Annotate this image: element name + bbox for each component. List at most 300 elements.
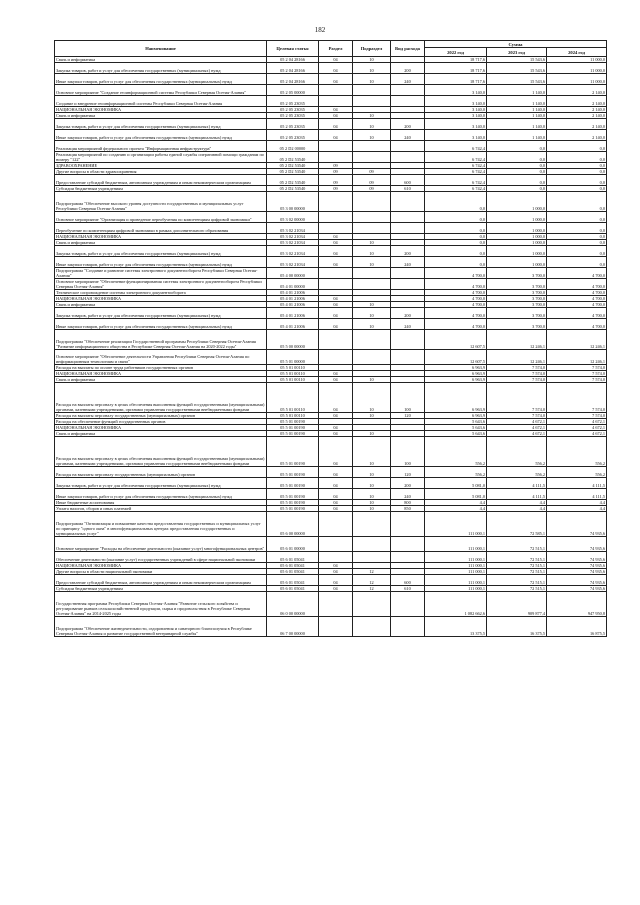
row-sum-2023: 0,0 (487, 186, 547, 192)
row-sum-2022: 5 643,6 (425, 419, 487, 425)
row-target-article: 05 2 05 23035 (267, 113, 319, 119)
row-expense-type: 600 (391, 175, 425, 186)
row-sum-2024: 2 140,0 (547, 113, 607, 119)
row-expense-type: 120 (391, 413, 425, 419)
row-subsection (353, 552, 391, 563)
row-sum-2024: 7 574,0 (547, 383, 607, 413)
row-name: НАЦИОНАЛЬНАЯ ЭКОНОМИКА (55, 371, 267, 377)
row-subsection: 10 (353, 506, 391, 512)
row-sum-2024: 0,0 (547, 246, 607, 257)
row-subsection: 10 (353, 246, 391, 257)
row-sum-2024: 4 700,0 (547, 268, 607, 279)
row-section (319, 223, 353, 234)
row-subsection: 12 (353, 569, 391, 575)
row-sum-2024: 11 000,0 (547, 63, 607, 74)
row-sum-2024: 4 111,5 (547, 478, 607, 489)
row-section (319, 279, 353, 290)
row-sum-2022: 4 700,0 (425, 296, 487, 302)
row-sum-2022: 6 742,4 (425, 141, 487, 152)
row-section: 04 (319, 563, 353, 569)
row-name: Связь и информатика (55, 240, 267, 246)
row-subsection (353, 152, 391, 163)
row-section: 04 (319, 63, 353, 74)
row-sum-2023: 3 700,0 (487, 268, 547, 279)
table-row (55, 489, 607, 500)
row-name: Основное мероприятие "Обеспечение функционирования системы электронного документооборота Республики Северная Осетия-Алания" (55, 279, 267, 290)
row-expense-type (391, 512, 425, 537)
row-section: 04 (319, 371, 353, 377)
row-sum-2023: 1 000,0 (487, 212, 547, 223)
row-section: 04 (319, 478, 353, 489)
row-section: 04 (319, 431, 353, 437)
row-name: Иные закупки товаров, работ и услуг для обеспечения государственных (муниципальных) нужд (55, 74, 267, 85)
row-sum-2022: 3 140,0 (425, 113, 487, 119)
row-section: 04 (319, 119, 353, 130)
row-sum-2024: 12 246,1 (547, 330, 607, 350)
row-target-article: 05 6 01 05041 (267, 563, 319, 569)
row-name: Основное мероприятие "Расходы на обеспечение деятельности (оказание услуг) многофункциональных центров" (55, 537, 267, 552)
row-sum-2022: 3 140,0 (425, 85, 487, 96)
row-section: 04 (319, 74, 353, 85)
row-sum-2022: 6 742,4 (425, 186, 487, 192)
row-sum-2024: 0,0 (547, 240, 607, 246)
row-sum-2024: 556,2 (547, 467, 607, 478)
row-sum-2024: 4 672,1 (547, 425, 607, 431)
row-sum-2024: 0,0 (547, 234, 607, 240)
page-number: 182 (314, 26, 326, 34)
row-section: 04 (319, 586, 353, 592)
row-name: Иные закупки товаров, работ и услуг для обеспечения государственных (муниципальных) нужд (55, 319, 267, 330)
row-subsection: 09 (353, 175, 391, 186)
row-name: Связь и информатика (55, 377, 267, 383)
row-section: 04 (319, 57, 353, 63)
row-expense-type (391, 330, 425, 350)
row-section: 04 (319, 130, 353, 141)
row-expense-type (391, 223, 425, 234)
row-section (319, 330, 353, 350)
row-target-article: 05 5 01 00000 (267, 350, 319, 365)
row-sum-2024: 0,0 (547, 163, 607, 169)
row-target-article: 05 5 01 00190 (267, 506, 319, 512)
row-sum-2022: 5 081,0 (425, 478, 487, 489)
row-expense-type (391, 537, 425, 552)
row-target-article: 05 3 02 21034 (267, 257, 319, 268)
row-target-article: 05 5 01 00110 (267, 413, 319, 419)
row-name: Расходы на выплаты персоналу государственных (муниципальных) органов (55, 467, 267, 478)
row-subsection: 10 (353, 478, 391, 489)
row-target-article: 05 5 01 00110 (267, 383, 319, 413)
row-sum-2023: 1 000,0 (487, 192, 547, 212)
row-sum-2024: 0,0 (547, 257, 607, 268)
row-expense-type: 100 (391, 437, 425, 467)
row-name: Расходы на выплаты персоналу в целях обеспечения выполнения функций государственными (муниципальными) органами, казенными учреждениями, органами управления государственными внебюджетными фондами (55, 437, 267, 467)
row-sum-2024: 4 111,5 (547, 489, 607, 500)
row-expense-type (391, 85, 425, 96)
header-name: Наименование (55, 41, 267, 57)
table-row (55, 308, 607, 319)
row-sum-2023: 15 543,6 (487, 74, 547, 85)
row-section: 09 (319, 175, 353, 186)
row-sum-2023: 15 543,6 (487, 57, 547, 63)
row-name: Расходы на выплаты по оплате труда работников государственных органов (55, 365, 267, 371)
row-section (319, 592, 353, 617)
row-sum-2024: 4 700,0 (547, 279, 607, 290)
row-target-article: 05 2 04 28166 (267, 57, 319, 63)
row-section: 04 (319, 302, 353, 308)
table-row (55, 350, 607, 365)
row-sum-2023: 72 515,1 (487, 569, 547, 575)
row-sum-2024: 11 000,0 (547, 57, 607, 63)
row-sum-2023: 7 574,0 (487, 413, 547, 419)
row-sum-2023: 72 515,1 (487, 575, 547, 586)
row-name: Закупка товаров, работ и услуг для обеспечения государственных (муниципальных) нужд (55, 308, 267, 319)
row-target-article: 05 3 02 21034 (267, 234, 319, 240)
row-target-article: 05 4 01 21006 (267, 296, 319, 302)
row-sum-2023: 12 246,1 (487, 330, 547, 350)
row-name: Связь и информатика (55, 302, 267, 308)
row-expense-type: 600 (391, 575, 425, 586)
row-expense-type (391, 212, 425, 223)
table-row (55, 617, 607, 637)
row-expense-type (391, 617, 425, 637)
row-name: Техническое сопровождение системы электронного документооборота (55, 290, 267, 296)
row-target-article: 05 5 01 00190 (267, 437, 319, 467)
row-expense-type: 240 (391, 489, 425, 500)
row-target-article: 05 3 02 00000 (267, 212, 319, 223)
table-row (55, 512, 607, 537)
row-section: 04 (319, 234, 353, 240)
row-sum-2023: 72 515,1 (487, 563, 547, 569)
row-name: Уплата налогов, сборов и иных платежей (55, 506, 267, 512)
table-row (55, 130, 607, 141)
row-name: Предоставление субсидий бюджетным, автономным учреждениям и иным некоммерческим организациям (55, 575, 267, 586)
row-subsection: 10 (353, 113, 391, 119)
row-name: НАЦИОНАЛЬНАЯ ЭКОНОМИКА (55, 563, 267, 569)
row-section: 09 (319, 163, 353, 169)
row-subsection (353, 279, 391, 290)
table-row (55, 63, 607, 74)
row-sum-2024: 0,0 (547, 141, 607, 152)
table-row (55, 575, 607, 586)
table-row (55, 119, 607, 130)
row-sum-2024: 0,0 (547, 212, 607, 223)
row-section (319, 350, 353, 365)
row-subsection: 10 (353, 130, 391, 141)
row-expense-type: 200 (391, 63, 425, 74)
row-section: 04 (319, 489, 353, 500)
row-sum-2022: 0,0 (425, 257, 487, 268)
row-name: Субсидии бюджетным учреждениям (55, 186, 267, 192)
row-subsection: 10 (353, 500, 391, 506)
row-sum-2022: 5 643,6 (425, 425, 487, 431)
table-row (55, 223, 607, 234)
header-sum: Сумма (425, 41, 607, 48)
row-target-article: 05 2 04 28166 (267, 74, 319, 85)
table-body (55, 57, 607, 637)
row-subsection (353, 212, 391, 223)
row-name: Другие вопросы в области национальной экономики (55, 569, 267, 575)
row-subsection: 10 (353, 119, 391, 130)
table-row (55, 552, 607, 563)
row-sum-2024: 7 574,0 (547, 371, 607, 377)
row-sum-2022: 556,2 (425, 467, 487, 478)
row-sum-2022: 0,0 (425, 240, 487, 246)
row-subsection: 10 (353, 467, 391, 478)
row-sum-2024: 4 700,0 (547, 290, 607, 296)
table-row (55, 537, 607, 552)
row-target-article: 05 3 02 21034 (267, 246, 319, 257)
row-name: Закупка товаров, работ и услуг для обеспечения государственных (муниципальных) нужд (55, 119, 267, 130)
row-target-article: 05 6 01 00000 (267, 537, 319, 552)
row-sum-2023: 1 000,0 (487, 257, 547, 268)
row-name: Подпрограмма "Оптимизация и повышение качества предоставления государственных и муниципальных услуг по принципу "одного окна" в многофункциональных центрах предоставления государственных и муниципальных услуг" (55, 512, 267, 537)
row-name: Закупка товаров, работ и услуг для обеспечения государственных (муниципальных) нужд (55, 478, 267, 489)
row-sum-2024: 74 935,6 (547, 569, 607, 575)
row-name: Связь и информатика (55, 57, 267, 63)
row-subsection (353, 592, 391, 617)
table-row (55, 152, 607, 163)
row-subsection (353, 350, 391, 365)
row-sum-2022: 12 607,5 (425, 350, 487, 365)
row-target-article: 05 2 D2 53540 (267, 163, 319, 169)
header-year-2022: 2022 год (425, 48, 487, 57)
row-sum-2023: 72 585,1 (487, 512, 547, 537)
row-target-article: 05 3 02 21034 (267, 240, 319, 246)
row-section (319, 537, 353, 552)
row-sum-2022: 6 963,9 (425, 413, 487, 419)
row-sum-2022: 111 000,1 (425, 552, 487, 563)
row-sum-2023: 72 515,1 (487, 586, 547, 592)
row-subsection (353, 96, 391, 107)
row-sum-2022: 6 742,4 (425, 163, 487, 169)
row-section: 04 (319, 575, 353, 586)
row-sum-2023: 7 574,0 (487, 383, 547, 413)
row-sum-2023: 556,2 (487, 467, 547, 478)
row-sum-2022: 18 717,6 (425, 74, 487, 85)
row-sum-2024: 4 672,1 (547, 419, 607, 425)
row-target-article: 05 5 01 00190 (267, 478, 319, 489)
row-sum-2022: 0,0 (425, 246, 487, 257)
header-year-2023: 2023 год (487, 48, 547, 57)
row-expense-type: 610 (391, 586, 425, 592)
row-subsection (353, 223, 391, 234)
row-sum-2024: 74 935,6 (547, 537, 607, 552)
row-sum-2023: 15 543,6 (487, 63, 547, 74)
row-sum-2023: 0,0 (487, 141, 547, 152)
row-sum-2023: 1 000,0 (487, 234, 547, 240)
row-name: НАЦИОНАЛЬНАЯ ЭКОНОМИКА (55, 107, 267, 113)
row-expense-type (391, 152, 425, 163)
table-row (55, 383, 607, 413)
row-name: Связь и информатика (55, 113, 267, 119)
row-sum-2023: 4 672,1 (487, 431, 547, 437)
row-sum-2022: 5 081,0 (425, 489, 487, 500)
row-section: 04 (319, 377, 353, 383)
row-sum-2023: 4,4 (487, 500, 547, 506)
row-expense-type (391, 96, 425, 107)
table-row (55, 478, 607, 489)
budget-table (54, 40, 607, 637)
row-subsection: 10 (353, 240, 391, 246)
row-section: 04 (319, 240, 353, 246)
row-sum-2024: 2 140,0 (547, 130, 607, 141)
row-name: Связь и информатика (55, 431, 267, 437)
table-row (55, 212, 607, 223)
row-target-article: 05 2 05 23035 (267, 130, 319, 141)
row-sum-2023: 1 140,0 (487, 113, 547, 119)
row-target-article: 05 4 01 21006 (267, 302, 319, 308)
row-target-article: 05 5 01 00190 (267, 500, 319, 506)
row-subsection (353, 268, 391, 279)
row-target-article: 05 2 D2 53540 (267, 152, 319, 163)
row-section (319, 96, 353, 107)
row-sum-2023: 1 000,0 (487, 246, 547, 257)
row-target-article: 05 5 01 00110 (267, 377, 319, 383)
row-expense-type (391, 350, 425, 365)
row-target-article: 05 2 D2 53540 (267, 186, 319, 192)
row-sum-2023: 3 700,0 (487, 302, 547, 308)
table-row (55, 330, 607, 350)
row-name: Обеспечение деятельности (оказание услуг) государственных учреждений в сфере национальной экономики (55, 552, 267, 563)
row-target-article: 05 6 01 05041 (267, 586, 319, 592)
row-sum-2024: 0,0 (547, 175, 607, 186)
row-target-article: 05 5 01 00190 (267, 431, 319, 437)
row-subsection: 10 (353, 319, 391, 330)
row-sum-2024: 556,2 (547, 437, 607, 467)
row-sum-2024: 74 935,6 (547, 563, 607, 569)
row-name: НАЦИОНАЛЬНАЯ ЭКОНОМИКА (55, 425, 267, 431)
row-sum-2023: 3 700,0 (487, 290, 547, 296)
row-name: Расходы на выплаты персоналу государственных (муниципальных) органов (55, 413, 267, 419)
row-subsection: 10 (353, 63, 391, 74)
row-sum-2022: 4,4 (425, 506, 487, 512)
row-expense-type (391, 279, 425, 290)
row-name: Закупка товаров, работ и услуг для обеспечения государственных (муниципальных) нужд (55, 63, 267, 74)
row-sum-2024: 2 140,0 (547, 85, 607, 96)
row-sum-2022: 0,0 (425, 212, 487, 223)
table-row (55, 592, 607, 617)
row-name: Иные бюджетные ассигнования (55, 500, 267, 506)
row-expense-type (391, 268, 425, 279)
row-section (319, 141, 353, 152)
row-expense-type: 240 (391, 74, 425, 85)
row-expense-type: 200 (391, 246, 425, 257)
row-subsection: 10 (353, 57, 391, 63)
row-name: Реализация мероприятий по созданию и организации работы единой службы оперативной помощи гражданам по номеру "122" (55, 152, 267, 163)
row-sum-2022: 4 700,0 (425, 268, 487, 279)
row-sum-2023: 12 246,1 (487, 350, 547, 365)
row-name: Подпрограмма "Обеспечение реализации Государственной программы Республики Северная Осетия-Алания "Развитие информационного общества в Республике Северная Осетия-Алания на 2020-2022 годы" (55, 330, 267, 350)
row-expense-type (391, 141, 425, 152)
table-row (55, 96, 607, 107)
row-name: Субсидии бюджетным учреждениям (55, 586, 267, 592)
row-target-article: 05 2 05 23035 (267, 107, 319, 113)
row-expense-type: 800 (391, 500, 425, 506)
row-subsection: 10 (353, 489, 391, 500)
row-name: Переобучение по компетенциям цифровой экономики в рамках дополнительного образования (55, 223, 267, 234)
row-subsection (353, 537, 391, 552)
row-sum-2024: 12 246,1 (547, 350, 607, 365)
row-sum-2024: 16 875,5 (547, 617, 607, 637)
row-section (319, 152, 353, 163)
row-subsection (353, 330, 391, 350)
row-section (319, 617, 353, 637)
row-target-article: 05 3 02 21034 (267, 223, 319, 234)
row-subsection: 10 (353, 431, 391, 437)
row-expense-type: 200 (391, 308, 425, 319)
row-expense-type (391, 592, 425, 617)
row-name: Расходы на обеспечение функций государственных органов (55, 419, 267, 425)
row-subsection: 09 (353, 169, 391, 175)
row-section: 04 (319, 246, 353, 257)
row-sum-2024: 0,0 (547, 223, 607, 234)
row-sum-2024: 0,0 (547, 186, 607, 192)
row-sum-2023: 1 140,0 (487, 130, 547, 141)
row-target-article: 05 2 05 23035 (267, 119, 319, 130)
table-row (55, 319, 607, 330)
row-sum-2022: 4 700,0 (425, 319, 487, 330)
row-target-article: 05 5 01 00190 (267, 419, 319, 425)
row-target-article: 05 6 01 05041 (267, 569, 319, 575)
row-subsection: 12 (353, 586, 391, 592)
row-sum-2022: 4 700,0 (425, 279, 487, 290)
header-section: Раздел (319, 41, 353, 57)
table-header (55, 41, 607, 57)
row-name: Подпрограмма "Обеспечение высокого уровня доступности государственных и муниципальных услуг Республики Северная Осетия-Алания" (55, 192, 267, 212)
row-sum-2024: 2 140,0 (547, 96, 607, 107)
row-target-article: 05 2 05 23035 (267, 96, 319, 107)
row-target-article: 05 4 01 00000 (267, 279, 319, 290)
row-expense-type (391, 192, 425, 212)
header-expense-type: Вид расхода (391, 41, 425, 57)
row-sum-2023: 4 111,5 (487, 489, 547, 500)
row-sum-2024: 74 935,6 (547, 575, 607, 586)
row-target-article: 05 4 00 00000 (267, 268, 319, 279)
row-sum-2023: 1 000,0 (487, 223, 547, 234)
row-name: Иные закупки товаров, работ и услуг для обеспечения государственных (муниципальных) нужд (55, 257, 267, 268)
row-name: Создание и внедрение геоинформационной системы Республики Северная Осетия-Алания (55, 96, 267, 107)
row-sum-2024: 4 700,0 (547, 308, 607, 319)
row-name: Другие вопросы в области здравоохранения (55, 169, 267, 175)
row-subsection: 12 (353, 575, 391, 586)
row-subsection: 10 (353, 302, 391, 308)
row-target-article: 05 5 01 00110 (267, 371, 319, 377)
table-row (55, 437, 607, 467)
row-target-article: 05 5 00 00000 (267, 330, 319, 350)
row-subsection: 10 (353, 257, 391, 268)
row-sum-2023: 1 140,0 (487, 85, 547, 96)
table-row (55, 192, 607, 212)
row-section: 04 (319, 308, 353, 319)
row-subsection: 10 (353, 74, 391, 85)
row-target-article: 05 2 04 28166 (267, 63, 319, 74)
row-sum-2024: 0,0 (547, 192, 607, 212)
row-subsection: 10 (353, 413, 391, 419)
row-expense-type: 200 (391, 119, 425, 130)
row-section (319, 268, 353, 279)
row-expense-type: 100 (391, 383, 425, 413)
row-sum-2022: 6 742,4 (425, 175, 487, 186)
row-sum-2023: 72 515,1 (487, 537, 547, 552)
row-sum-2024: 2 140,0 (547, 119, 607, 130)
row-target-article: 05 5 01 00190 (267, 489, 319, 500)
row-sum-2022: 0,0 (425, 192, 487, 212)
row-sum-2024: 4 700,0 (547, 319, 607, 330)
row-subsection: 10 (353, 308, 391, 319)
row-subsection (353, 512, 391, 537)
row-sum-2023: 0,0 (487, 163, 547, 169)
row-sum-2022: 5 643,6 (425, 431, 487, 437)
